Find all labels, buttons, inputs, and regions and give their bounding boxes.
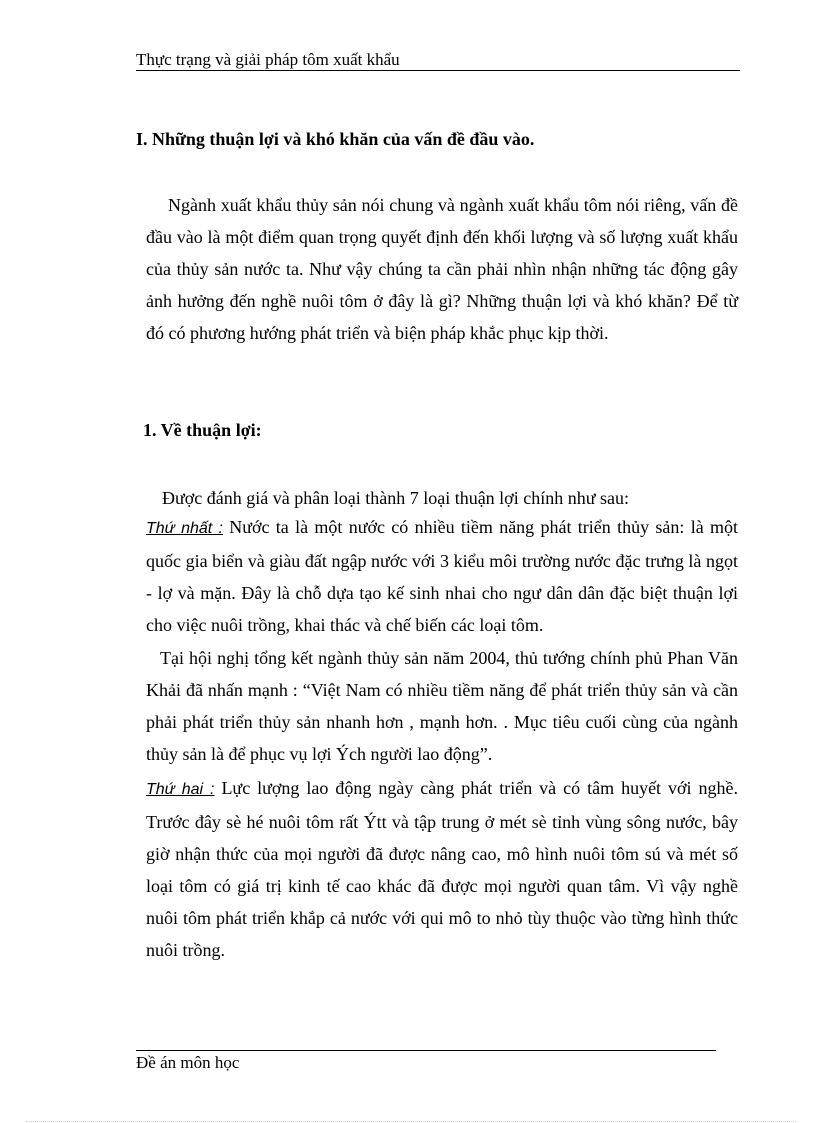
first-advantage-paragraph <box>146 511 738 641</box>
header-divider <box>136 70 740 71</box>
first-advantage-text: Nước ta là một nước có nhiều tiềm năng phát triển thủy sản: là một quốc gia biển và giàu đất ngập nước với 3 kiểu môi trường nước đặc trưng là ngọt - lợ và mặn. Đây là chỗ dựa tạo kế sinh nhai cho ngư dân dân đặc biệt thuận lợi cho việc nuôi trồng, khai thác và chế biến các loại tôm. <box>146 517 739 635</box>
section-heading: I. Những thuận lợi và khó khăn của vấn đề đầu vào. <box>136 129 535 149</box>
page-footer-text: Đề án môn học <box>136 1053 240 1072</box>
second-advantage-text: Lực lượng lao động ngày càng phát triển và có tâm huyết với nghề. Trước đây sè hé nuôi tôm rất Ýtt và tập trung ở mét sè tỉnh vùng sông nước, bây giờ nhận thức của mọi người đã được nâng cao, mô hình nuôi tôm sú và mét số loại tôm có giá trị kinh tế cao khác đã được mọi người quan tâm. Vì vậy nghề nuôi tôm phát triển khắp cả nước với qui mô to nhỏ tùy thuộc vào từng hình thức nuôi trồng. <box>146 778 739 960</box>
footer-divider <box>136 1050 716 1051</box>
intro-paragraph: Ngành xuất khẩu thủy sản nói chung và ngành xuất khẩu tôm nói riêng, vấn đề đầu vào là một điểm quan trọng quyết định đến khối lượng và số lượng xuất khẩu của thủy sản nước ta. Như vậy chúng ta cần phải nhìn nhận những tác động gây ảnh hưởng đến nghề nuôi tôm ở đây là gì? Những thuận lợi và khó khăn? Để từ đó có phương hướng phát triển và biện pháp khắc phục kịp thời. <box>146 195 738 343</box>
page-header-title: Thực trạng và giải pháp tôm xuất khẩu <box>136 50 400 69</box>
second-advantage-label: Thứ hai : <box>146 781 215 798</box>
conference-quote-paragraph: Tại hội nghị tổng kết ngành thủy sản năm 2004, thủ tướng chính phủ Phan Văn Khải đã nhấn mạnh : “Việt Nam có nhiều tiềm năng để phát triển thủy sản và cần phải phát triển thủy sản nhanh hơn , mạnh hơn. . Mục tiêu cuối cùng của ngành thủy sản là để phục vụ lợi Ých người lao động”. <box>146 648 738 764</box>
first-advantage-label: Thứ nhất : <box>146 520 223 537</box>
second-advantage-paragraph <box>146 772 738 966</box>
page-bottom-edge <box>26 1121 796 1122</box>
subsection-heading: 1. Về thuận lợi: <box>143 420 262 440</box>
advantages-lead-paragraph: Được đánh giá và phân loại thành 7 loại thuận lợi chính như sau: <box>162 488 629 508</box>
